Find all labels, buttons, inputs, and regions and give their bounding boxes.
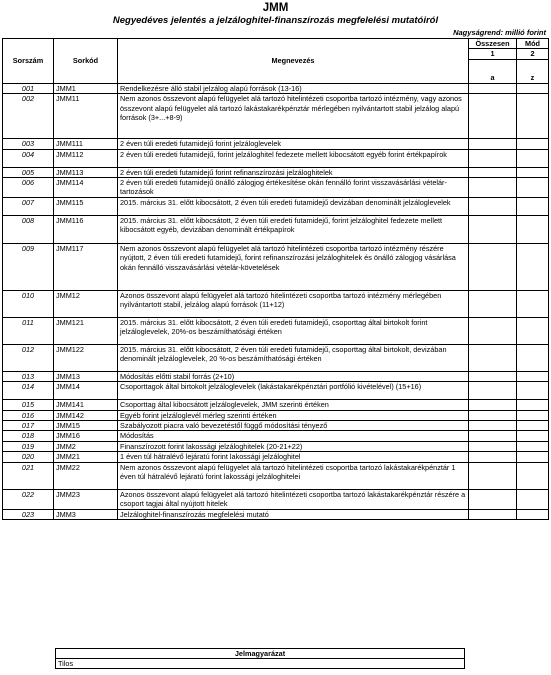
value-cell-mod[interactable] xyxy=(517,139,549,149)
value-cell-osszesen[interactable] xyxy=(469,290,517,317)
row-code: JMM115 xyxy=(54,197,118,215)
legend-item-tilos: Tilos xyxy=(56,659,465,669)
row-number: 011 xyxy=(3,317,54,344)
row-description: Finanszírozott forint lakossági jelzáloghitelek (20-21+22) xyxy=(118,441,469,451)
table-row xyxy=(3,421,549,431)
table-row xyxy=(3,441,549,451)
row-number: 003 xyxy=(3,139,54,149)
row-description: Egyéb forint jelzáloglevél mérleg szerinti értéken xyxy=(118,410,469,420)
row-code: JMM116 xyxy=(54,215,118,243)
row-number: 021 xyxy=(3,462,54,489)
table-row xyxy=(3,410,549,420)
row-code: JMM16 xyxy=(54,431,118,441)
row-description: 2 éven túli eredeti futamidejű forint refinanszírozási jelzáloghitelek xyxy=(118,167,469,177)
row-number: 004 xyxy=(3,149,54,167)
row-code: JMM23 xyxy=(54,489,118,509)
row-number: 020 xyxy=(3,452,54,462)
row-number: 019 xyxy=(3,441,54,451)
header-sorszam: Sorszám xyxy=(3,39,54,84)
value-cell-osszesen[interactable] xyxy=(469,509,517,519)
row-number: 014 xyxy=(3,382,54,400)
row-description: Nem azonos összevont alapú felügyelet alá tartozó hitelintézeti csoportba tartozó intézmény részére nyújtott, 2 éven túli eredeti futamidejű, forint refinanszírozási jelzáloghitelek és önálló zálogjog vásárlása okán fennálló visszavásárlási vételár-követelések xyxy=(118,243,469,290)
row-description: 2015. március 31. előtt kibocsátott, 2 éven túli eredeti futamidejű, csoporttag által birtokolt forint jelzáloglevelek, 20%-os beszámíthatósági értéken xyxy=(118,317,469,344)
row-number: 002 xyxy=(3,94,54,139)
table-row xyxy=(3,317,549,344)
header-col1-number: 1 xyxy=(469,49,517,59)
row-code: JMM141 xyxy=(54,400,118,410)
row-number: 009 xyxy=(3,243,54,290)
value-cell-osszesen[interactable] xyxy=(469,178,517,198)
row-description: Azonos összevont alapú felügyelet alá tartozó hitelintézeti csoportba tartozó intézmény mérlegében nyilvántartott stabil, jelzálog alapú források (11+12) xyxy=(118,290,469,317)
header-osszesen: Összesen xyxy=(469,39,517,49)
table-row xyxy=(3,178,549,198)
value-cell-mod[interactable] xyxy=(517,410,549,420)
value-cell-osszesen[interactable] xyxy=(469,421,517,431)
table-row xyxy=(3,371,549,381)
value-cell-osszesen[interactable] xyxy=(469,344,517,371)
row-code: JMM142 xyxy=(54,410,118,420)
row-code: JMM22 xyxy=(54,462,118,489)
table-row xyxy=(3,290,549,317)
row-description: 2 éven túli eredeti futamidejű forint jelzáloglevelek xyxy=(118,139,469,149)
value-cell-mod[interactable] xyxy=(517,421,549,431)
row-number: 015 xyxy=(3,400,54,410)
value-cell-mod[interactable] xyxy=(517,167,549,177)
row-code: JMM12 xyxy=(54,290,118,317)
report-title: JMM xyxy=(262,2,289,14)
value-cell-osszesen[interactable] xyxy=(469,317,517,344)
table-row xyxy=(3,139,549,149)
table-row xyxy=(3,215,549,243)
row-number: 001 xyxy=(3,83,54,93)
table-row xyxy=(3,462,549,489)
value-cell-mod[interactable] xyxy=(517,509,549,519)
header-megnevezes: Megnevezés xyxy=(118,39,469,84)
value-cell-mod[interactable] xyxy=(517,489,549,509)
row-code: JMM114 xyxy=(54,178,118,198)
row-code: JMM117 xyxy=(54,243,118,290)
table-row xyxy=(3,167,549,177)
row-code: JMM21 xyxy=(54,452,118,462)
value-cell-mod[interactable] xyxy=(517,462,549,489)
row-number: 017 xyxy=(3,421,54,431)
value-cell-mod[interactable] xyxy=(517,215,549,243)
value-cell-osszesen[interactable] xyxy=(469,382,517,400)
row-number: 012 xyxy=(3,344,54,371)
value-cell-mod[interactable] xyxy=(517,431,549,441)
header-sorkod: Sorkód xyxy=(54,39,118,84)
legend-table xyxy=(55,648,465,669)
row-description: 2 éven túli eredeti futamidejű önálló zálogjog értékesítése okán fennálló forint visszavásárlási vételár-tartozások xyxy=(118,178,469,198)
value-cell-osszesen[interactable] xyxy=(469,431,517,441)
row-number: 016 xyxy=(3,410,54,420)
row-number: 018 xyxy=(3,431,54,441)
row-description: Módosítás előtti stabil forrás (2+10) xyxy=(118,371,469,381)
row-description: Jelzáloghitel-finanszírozás megfelelési mutató xyxy=(118,509,469,519)
value-cell-mod[interactable] xyxy=(517,382,549,400)
header-mod: Mód xyxy=(517,39,549,49)
row-code: JMM113 xyxy=(54,167,118,177)
row-code: JMM111 xyxy=(54,139,118,149)
row-number: 010 xyxy=(3,290,54,317)
value-cell-mod[interactable] xyxy=(517,441,549,451)
value-cell-osszesen[interactable] xyxy=(469,215,517,243)
value-cell-osszesen[interactable] xyxy=(469,371,517,381)
value-cell-mod[interactable] xyxy=(517,149,549,167)
value-cell-mod[interactable] xyxy=(517,400,549,410)
table-row xyxy=(3,452,549,462)
row-code: JMM121 xyxy=(54,317,118,344)
row-number: 005 xyxy=(3,167,54,177)
row-number: 023 xyxy=(3,509,54,519)
row-code: JMM2 xyxy=(54,441,118,451)
value-cell-osszesen[interactable] xyxy=(469,94,517,139)
row-code: JMM15 xyxy=(54,421,118,431)
unit-note: Nagyságrend: millió forint xyxy=(453,28,546,37)
row-description: 2015. március 31. előtt kibocsátott, 2 éven túli eredeti futamidejű, csoporttag által birtokolt, devizában denominált jelzáloglevelek, 20 %-os beszámíthatósági értéken xyxy=(118,344,469,371)
table-row xyxy=(3,94,549,139)
value-cell-mod[interactable] xyxy=(517,344,549,371)
header-col1-letter: a xyxy=(469,59,517,83)
value-cell-osszesen[interactable] xyxy=(469,83,517,93)
row-code: JMM11 xyxy=(54,94,118,139)
row-description: 2 éven túli eredeti futamidejű, forint jelzáloghitel fedezete mellett kibocsátott egyéb forint értékpapírok xyxy=(118,149,469,167)
value-cell-osszesen[interactable] xyxy=(469,197,517,215)
table-row xyxy=(3,83,549,93)
value-cell-mod[interactable] xyxy=(517,94,549,139)
value-cell-mod[interactable] xyxy=(517,243,549,290)
value-cell-osszesen[interactable] xyxy=(469,243,517,290)
row-number: 007 xyxy=(3,197,54,215)
value-cell-mod[interactable] xyxy=(517,452,549,462)
report-table xyxy=(2,38,549,520)
value-cell-osszesen[interactable] xyxy=(469,452,517,462)
legend-title: Jelmagyarázat xyxy=(56,649,465,659)
table-row xyxy=(3,400,549,410)
value-cell-osszesen[interactable] xyxy=(469,167,517,177)
row-number: 008 xyxy=(3,215,54,243)
value-cell-osszesen[interactable] xyxy=(469,441,517,451)
value-cell-mod[interactable] xyxy=(517,178,549,198)
table-row xyxy=(3,197,549,215)
row-description: Rendelkezésre álló stabil jelzálog alapú források (13-16) xyxy=(118,83,469,93)
row-description: Nem azonos összevont alapú felügyelet alá tartozó hitelintézeti csoportba tartozó lakástakarékpénztár 1 éven túl hátralévő lejáratú forint lakossági jelzáloghitelei xyxy=(118,462,469,489)
row-code: JMM14 xyxy=(54,382,118,400)
value-cell-osszesen[interactable] xyxy=(469,462,517,489)
row-code: JMM13 xyxy=(54,371,118,381)
value-cell-mod[interactable] xyxy=(517,371,549,381)
table-row xyxy=(3,344,549,371)
table-row xyxy=(3,509,549,519)
row-number: 022 xyxy=(3,489,54,509)
row-description: 2015. március 31. előtt kibocsátott, 2 éven túli eredeti futamidejű devizában denominált jelzáloglevelek xyxy=(118,197,469,215)
table-row xyxy=(3,431,549,441)
row-description: Módosítás xyxy=(118,431,469,441)
value-cell-mod[interactable] xyxy=(517,83,549,93)
value-cell-mod[interactable] xyxy=(517,317,549,344)
row-description: Csoporttagok által birtokolt jelzáloglevelek (lakástakarékpénztári portfólió kivételével) (15+16) xyxy=(118,382,469,400)
table-row xyxy=(3,149,549,167)
table-row xyxy=(3,243,549,290)
value-cell-osszesen[interactable] xyxy=(469,400,517,410)
row-code: JMM122 xyxy=(54,344,118,371)
row-number: 013 xyxy=(3,371,54,381)
value-cell-mod[interactable] xyxy=(517,290,549,317)
header-col2-letter: z xyxy=(517,59,549,83)
row-code: JMM112 xyxy=(54,149,118,167)
table-row xyxy=(3,489,549,509)
table-row xyxy=(3,382,549,400)
row-description: 1 éven túl hátralévő lejáratú forint lakossági jelzáloghitel xyxy=(118,452,469,462)
value-cell-mod[interactable] xyxy=(517,197,549,215)
row-code: JMM1 xyxy=(54,83,118,93)
row-description: 2015. március 31. előtt kibocsátott, 2 éven túli eredeti futamidejű, forint jelzáloghitel fedezete mellett kibocsátott egyéb, devizában denominált értékpapírok xyxy=(118,215,469,243)
value-cell-osszesen[interactable] xyxy=(469,410,517,420)
row-description: Nem azonos összevont alapú felügyelet alá tartozó hitelintézeti csoportba tartozó intézmény, vagy azonos összevont alapú felügyelet alá tartozó lakástakarékpénztár mérlegében nyilvántartott stabil jelzálog alapú források (3+...+8-9) xyxy=(118,94,469,139)
row-description: Szabályozott piacra való bevezetéstől függő módosítási tényező xyxy=(118,421,469,431)
header-col2-number: 2 xyxy=(517,49,549,59)
row-code: JMM3 xyxy=(54,509,118,519)
row-description: Csoporttag által kibocsátott jelzáloglevelek, JMM szerinti értéken xyxy=(118,400,469,410)
value-cell-osszesen[interactable] xyxy=(469,149,517,167)
report-subtitle: Negyedéves jelentés a jelzáloghitel-finanszírozás megfelelési mutatóiról xyxy=(112,15,439,26)
value-cell-osszesen[interactable] xyxy=(469,139,517,149)
value-cell-osszesen[interactable] xyxy=(469,489,517,509)
row-number: 006 xyxy=(3,178,54,198)
row-description: Azonos összevont alapú felügyelet alá tartozó hitelintézeti csoportba tartozó lakástakarékpénztár részére a csoport tagjai által nyújtott hitelek xyxy=(118,489,469,509)
